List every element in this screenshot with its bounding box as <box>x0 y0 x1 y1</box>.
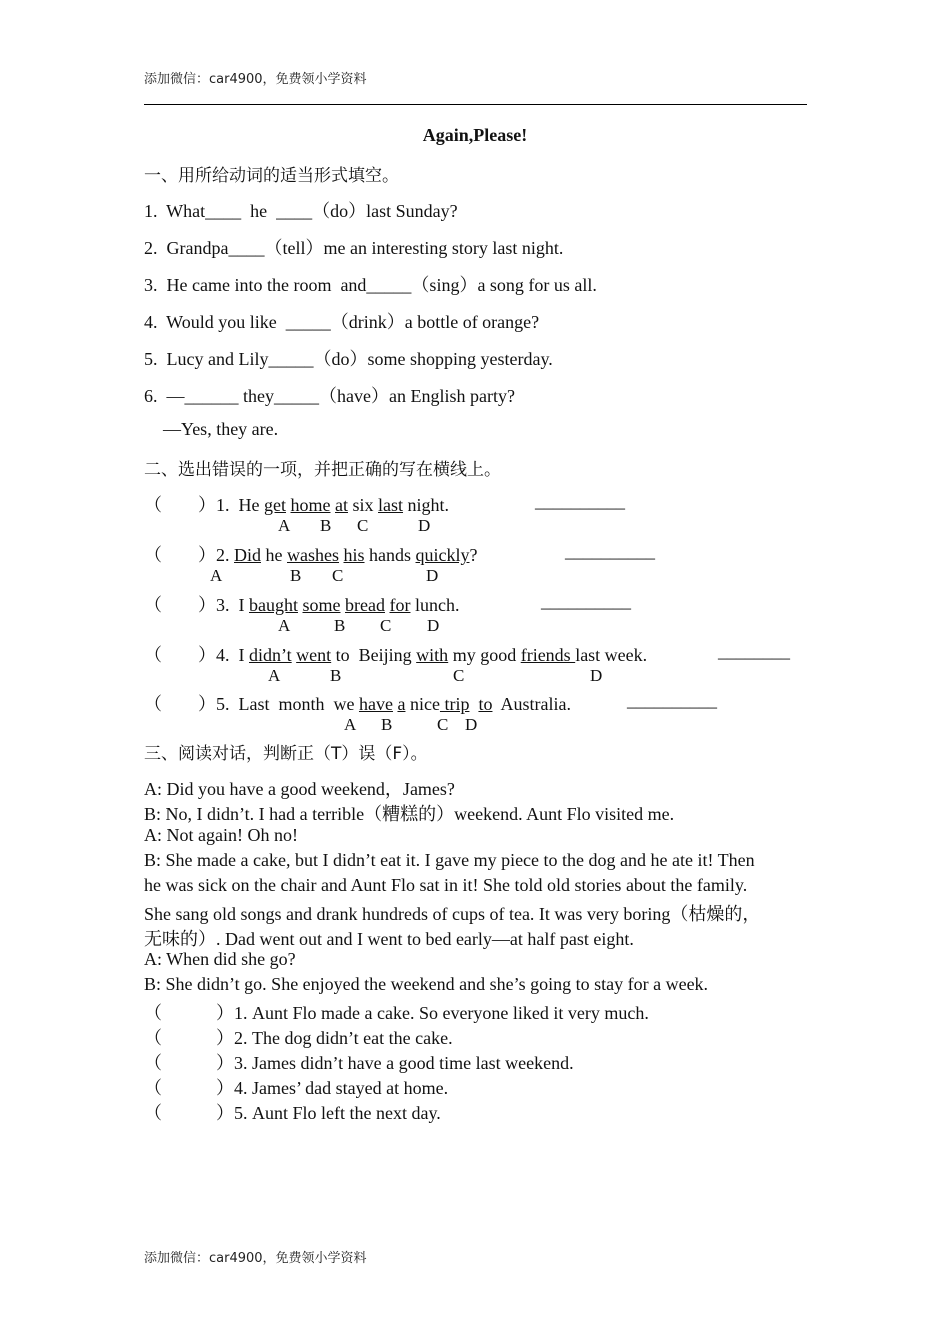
part1-item-6-answer: —Yes, they are. <box>163 419 279 439</box>
q5-letter-a: A <box>344 715 357 734</box>
q1-letter-c: C <box>357 516 369 535</box>
q1-option-a: get <box>264 495 286 515</box>
dialogue-line-1: A: Did you have a good weekend，James? <box>144 779 455 799</box>
q4-letter-a: A <box>268 666 281 685</box>
part2-question-4 <box>144 641 647 667</box>
part1-item-1: 1. What____ he ____（do）last Sunday? <box>144 201 458 221</box>
q4-letter-c: C <box>453 666 465 685</box>
q5-bracket: （ ）5. Last month we <box>144 694 359 714</box>
q3-option-d: for <box>389 595 411 615</box>
q1-letter-d: D <box>418 516 431 535</box>
q2-text-1: he <box>261 545 287 565</box>
part2-question-2 <box>144 541 478 567</box>
q2-option-c: his <box>343 545 365 565</box>
part1-item-2: 2. Grandpa____（tell）me an interesting story last night. <box>144 238 564 258</box>
part2-heading: 二、选出错误的一项，并把正确的写在横线上。 <box>144 460 501 480</box>
q1-letter-a: A <box>278 516 291 535</box>
dialogue-line-6: She sang old songs and drank hundreds of cups of tea. It was very boring（枯燥的， <box>144 904 761 924</box>
q4-letter-b: B <box>330 666 342 685</box>
q3-answer-blank: __________ <box>541 591 631 611</box>
q1-option-d: last <box>378 495 404 515</box>
q2-option-d: quickly <box>415 545 470 565</box>
q5-letter-d: D <box>465 715 478 734</box>
q4-bracket: （ ）4. I <box>144 645 249 665</box>
q2-letter-a: A <box>210 566 223 585</box>
q5-answer-blank: __________ <box>627 690 717 710</box>
q2-text-2: hands <box>364 545 416 565</box>
dialogue-line-9: B: She didn’t go. She enjoyed the weekend and she’s going to stay for a week. <box>144 974 709 994</box>
part1-item-5: 5. Lucy and Lily_____（do）some shopping yesterday. <box>144 349 553 369</box>
page-footer: 添加微信：car4900，免费领小学资料 <box>144 1251 367 1266</box>
part2-question-3 <box>144 591 459 617</box>
q5-option-c: trip <box>439 694 470 714</box>
q3-letter-d: D <box>427 616 440 635</box>
q5-letter-b: B <box>381 715 393 734</box>
q1-option-b: home <box>290 495 331 515</box>
q4-answer-blank: ________ <box>718 641 790 661</box>
q4-option-c: with <box>416 645 449 665</box>
judgment-1: （ ）1. Aunt Flo made a cake. So everyone liked it very much. <box>144 1003 649 1023</box>
part1-item-6: 6. —______ they_____（have）an English party? <box>144 386 515 406</box>
q3-option-c: bread <box>345 595 385 615</box>
q2-letter-b: B <box>290 566 302 585</box>
header-rule <box>144 104 807 105</box>
part1-heading: 一、用所给动词的适当形式填空。 <box>144 166 399 186</box>
dialogue-line-4: B: She made a cake, but I didn’t eat it. I gave my piece to the dog and he ate it! Then <box>144 850 755 870</box>
q3-letter-c: C <box>380 616 392 635</box>
part2-question-1 <box>144 491 449 517</box>
q4-end: last week. <box>575 645 648 665</box>
q4-option-d: friends <box>520 645 576 665</box>
q5-letter-c: C <box>437 715 449 734</box>
q1-text: six <box>348 495 379 515</box>
worksheet-title: Again,Please! <box>422 125 528 145</box>
q4-letter-d: D <box>590 666 603 685</box>
judgment-4: （ ）4. James’ dad stayed at home. <box>144 1078 449 1098</box>
q4-text-1: to Beijing <box>331 645 417 665</box>
q2-letter-c: C <box>332 566 344 585</box>
part1-item-3: 3. He came into the room and_____（sing）a song for us all. <box>144 275 597 295</box>
q3-option-b: some <box>302 595 341 615</box>
part3-heading: 三、阅读对话，判断正（T）误（F）。 <box>144 744 428 764</box>
q3-letter-b: B <box>334 616 346 635</box>
q4-text-2: my good <box>448 645 521 665</box>
q1-letter-b: B <box>320 516 332 535</box>
q3-letter-a: A <box>278 616 291 635</box>
q2-bracket: （ ）2. <box>144 545 234 565</box>
q1-bracket: （ ）1. He <box>144 495 264 515</box>
q5-option-a: have <box>358 694 393 714</box>
q2-end: ? <box>469 545 478 565</box>
q5-end: Australia. <box>492 694 571 714</box>
judgment-2: （ ）2. The dog didn’t eat the cake. <box>144 1028 453 1048</box>
dialogue-line-7: 无味的）. Dad went out and I went to bed early—at half past eight. <box>144 929 634 949</box>
q1-end: night. <box>403 495 450 515</box>
part1-item-4: 4. Would you like _____（drink）a bottle of orange? <box>144 312 540 332</box>
page-header: 添加微信：car4900，免费领小学资料 <box>144 72 367 87</box>
q4-option-a: didn’t <box>249 645 292 665</box>
q2-answer-blank: __________ <box>565 541 655 561</box>
dialogue-line-3: A: Not again! Oh no! <box>144 825 298 845</box>
judgment-3: （ ）3. James didn’t have a good time last weekend. <box>144 1053 574 1073</box>
q2-letter-d: D <box>426 566 439 585</box>
q1-option-c: at <box>335 495 348 515</box>
q5-text: nice <box>405 694 440 714</box>
q2-option-a: Did <box>234 545 261 565</box>
judgment-5: （ ）5. Aunt Flo left the next day. <box>144 1103 441 1123</box>
q1-answer-blank: __________ <box>535 491 625 511</box>
q5-option-b: a <box>397 694 406 714</box>
q2-option-b: washes <box>287 545 339 565</box>
dialogue-line-5: he was sick on the chair and Aunt Flo sat in it! She told old stories about the family. <box>144 875 748 895</box>
dialogue-line-8: A: When did she go? <box>144 949 296 969</box>
q3-end: lunch. <box>410 595 460 615</box>
q3-bracket: （ ）3. I <box>144 595 249 615</box>
q3-option-a: baught <box>249 595 298 615</box>
dialogue-line-2: B: No, I didn’t. I had a terrible（糟糕的）weekend. Aunt Flo visited me. <box>144 804 675 824</box>
q4-option-b: went <box>296 645 332 665</box>
part2-question-5 <box>144 690 571 716</box>
q5-option-d: to <box>478 694 493 714</box>
